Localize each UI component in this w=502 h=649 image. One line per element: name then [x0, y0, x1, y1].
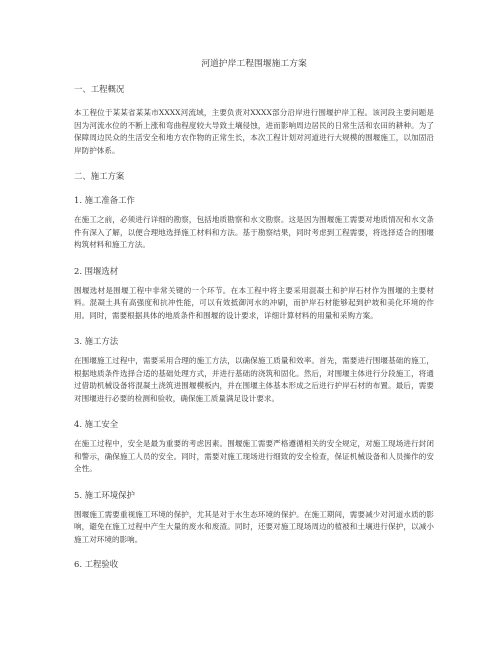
subsection-heading-methods: 3. 施工方法 [74, 336, 119, 346]
section-heading-plan: 二、施工方案 [74, 171, 125, 181]
section-heading-overview: 一、工程概况 [74, 84, 125, 94]
document-body [74, 58, 434, 578]
safety-paragraph: 在施工过程中，安全是最为重要的考虑因素。围堰施工需要严格遵循相关的安全规定，对施工现场进行封闭和警示，确保施工人员的安全。同时，需要对施工现场进行细致的安全检查，保证机械设备和人员操作的安全性。 [74, 439, 434, 473]
environment-paragraph: 围堰施工需要重视施工环境的保护，尤其是对于水生态环境的保护。在施工期间，需要减少对河道水质的影响，避免在施工过程中产生大量的废水和废渣。同时，还要对施工现场周边的植被和土壤进行保护，以减小施工对环境的影响。 [74, 509, 434, 544]
subsection-heading-environment: 5. 施工环境保护 [74, 489, 135, 500]
preparation-paragraph: 在施工之前，必须进行详细的勘察，包括地质勘察和水文勘察。这是因为围堰施工需要对地质情况和水文条件有深入了解，以便合理地选择施工材料和方法。基于勘察结果，同时考虑到工程需要，将选择适合的围堰构筑材料和施工方法。 [74, 215, 434, 249]
subsection-heading-materials: 2. 围堰选材 [74, 265, 119, 276]
document-title: 河道护岸工程围堰施工方案 [201, 59, 307, 69]
subsection-heading-acceptance: 6. 工程验收 [74, 559, 119, 569]
methods-paragraph: 在围堰施工过程中，需要采用合理的施工方法，以确保施工质量和效率。首先，需要进行围堰基础的施工，根据地质条件选择合适的基础处理方式，并进行基础的浇筑和固化。然后，对围堰主体进行分段施工，将通过借助机械设备将混凝土浇筑进围堰模板内，并在围堰主体基本形成之后进行护岸石材的布置。最后，需要对围堰进行必要的检测和验收，确保施工质量满足设计要求。 [74, 356, 434, 403]
subsection-heading-preparation: 1. 施工准备工作 [74, 195, 135, 205]
subsection-heading-safety: 4. 施工安全 [74, 419, 119, 429]
materials-paragraph: 围堰选材是围堰工程中非常关键的一个环节。在本工程中将主要采用混凝土和护岸石材作为围堰的主要材料。混凝土具有高强度和抗冲性能，可以有效抵御河水的冲刷，而护岸石材能够起到护坡和美化环境的作用。同时，需要根据具体的地质条件和围堰的设计要求，详细计算材料的用量和采购方案。 [74, 285, 434, 320]
overview-paragraph: 本工程位于某某省某某市XXXX河流域，主要负责对XXXX部分沿岸进行围堰护岸工程。该河段主要问题是因为河流水位的不断上涨和弯曲程度较大导致土壤侵蚀，进而影响周边居民的日常生活和农田的耕种。为了保障周边民众的生活安全和地方农作物的正常生长，本次工程计划对河道进行大规模的围堰施工，以加固沿岸防护体系。 [74, 108, 434, 155]
